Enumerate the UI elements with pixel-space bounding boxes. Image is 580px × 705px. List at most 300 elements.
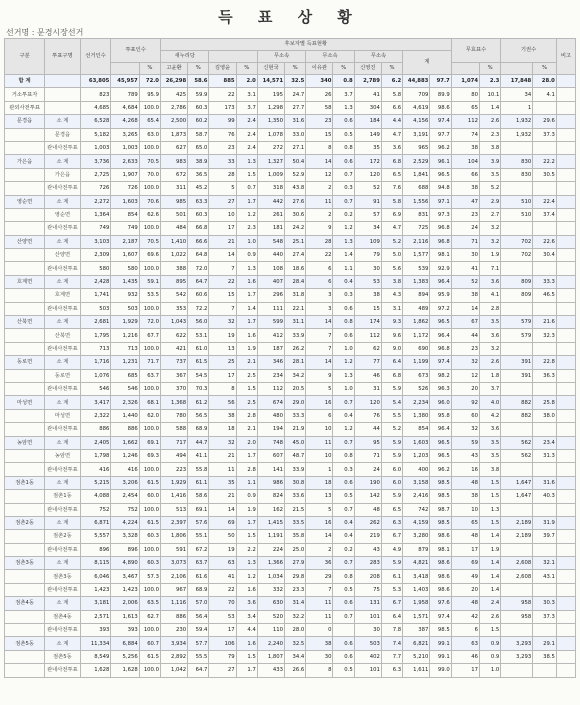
value-cell: 1,034 xyxy=(257,570,284,583)
value-cell: 31.4 xyxy=(285,597,306,610)
value-cell: 96.8 xyxy=(430,235,451,248)
value-cell: 33.6 xyxy=(285,490,306,503)
value-cell: 1.0 xyxy=(480,664,501,677)
value-cell: 32 xyxy=(451,356,479,369)
value-cell: 10 xyxy=(306,423,333,436)
value-cell: 6.3 xyxy=(381,664,402,677)
value-cell: 2,416 xyxy=(403,490,430,503)
value-cell: 2.8 xyxy=(236,463,257,476)
district-cell: 점촌4동 xyxy=(5,597,45,610)
value-cell: 21.6 xyxy=(533,316,557,329)
value-cell: 41 xyxy=(209,570,236,583)
value-cell: 1.2 xyxy=(236,570,257,583)
value-cell: 3.5 xyxy=(480,316,501,329)
table-row xyxy=(5,141,576,154)
value-cell: 3.1 xyxy=(381,302,402,315)
district-cell xyxy=(5,490,45,503)
value-cell: 71 xyxy=(451,235,479,248)
value-cell: 1,628 xyxy=(80,664,111,677)
value-cell: 47 xyxy=(451,195,479,208)
value-cell: 0.8 xyxy=(333,449,354,462)
value-cell: 16 xyxy=(451,463,479,476)
value-cell: 95.8 xyxy=(430,409,451,422)
value-cell: 70.0 xyxy=(139,168,160,181)
value-cell: 0.9 xyxy=(236,249,257,262)
value-cell: 120 xyxy=(354,396,381,409)
district-cell xyxy=(5,168,45,181)
value-cell: 96.1 xyxy=(430,155,451,168)
value-cell: 21.5 xyxy=(285,503,306,516)
value-cell: 48 xyxy=(451,597,479,610)
value-cell xyxy=(533,182,557,195)
value-cell: 1.4 xyxy=(480,583,501,596)
value-cell: 17 xyxy=(209,222,236,235)
value-cell: 63,805 xyxy=(80,75,111,88)
value-cell: 38.5 xyxy=(533,650,557,663)
value-cell: 579 xyxy=(501,316,533,329)
value-cell: 79 xyxy=(354,249,381,262)
value-cell: 9 xyxy=(306,222,333,235)
value-cell: 14 xyxy=(209,249,236,262)
table-row xyxy=(5,436,576,449)
value-cell: 142 xyxy=(354,490,381,503)
value-cell: 5.9 xyxy=(381,449,402,462)
value-cell: 262 xyxy=(354,516,381,529)
value-cell: 831 xyxy=(403,208,430,221)
value-cell: 1,368 xyxy=(160,396,187,409)
value-cell: 32.3 xyxy=(533,329,557,342)
value-cell: 59.4 xyxy=(188,624,209,637)
value-cell: 80 xyxy=(451,88,479,101)
value-cell: 29.6 xyxy=(533,115,557,128)
value-cell: 387 xyxy=(403,624,430,637)
district-cell: 관외사전투표 xyxy=(5,101,45,114)
value-cell: 76 xyxy=(209,128,236,141)
pct-header: % xyxy=(381,63,402,75)
value-cell: 98.7 xyxy=(430,503,451,516)
district-cell xyxy=(5,503,45,516)
value-cell: 1.5 xyxy=(480,516,501,529)
note-cell xyxy=(556,195,575,208)
value-cell: 33 xyxy=(209,155,236,168)
value-cell: 53 xyxy=(209,610,236,623)
value-cell: 104 xyxy=(451,155,479,168)
value-cell: 1,009 xyxy=(257,168,284,181)
value-cell: 440 xyxy=(257,249,284,262)
station-cell: 문경읍 xyxy=(45,128,80,141)
value-cell: 830 xyxy=(501,168,533,181)
value-cell: 30 xyxy=(451,249,479,262)
value-cell: 53 xyxy=(354,275,381,288)
district-cell xyxy=(5,449,45,462)
value-cell: 2.3 xyxy=(480,128,501,141)
value-cell: 1,613 xyxy=(111,610,139,623)
value-cell: 43.8 xyxy=(285,182,306,195)
table-row xyxy=(5,235,576,248)
value-cell: 15 xyxy=(209,289,236,302)
station-cell: 관내사전투표 xyxy=(45,624,80,637)
value-cell: 22.8 xyxy=(533,356,557,369)
station-cell: 소 계 xyxy=(45,155,80,168)
value-cell: 5 xyxy=(209,182,236,195)
table-row xyxy=(5,182,576,195)
value-cell: 224 xyxy=(257,543,284,556)
pct-header: % xyxy=(533,63,557,75)
value-cell: 30.5 xyxy=(533,168,557,181)
value-cell: 3,934 xyxy=(160,637,187,650)
value-cell: 1.5 xyxy=(236,168,257,181)
value-cell: 2,529 xyxy=(403,155,430,168)
value-cell xyxy=(501,262,533,275)
value-cell: 4,159 xyxy=(403,516,430,529)
note-cell xyxy=(556,369,575,382)
value-cell: 6 xyxy=(451,624,479,637)
value-cell xyxy=(501,222,533,235)
district-cell: 점촌3동 xyxy=(5,557,45,570)
value-cell: 36.5 xyxy=(188,168,209,181)
value-cell: 20 xyxy=(451,583,479,596)
value-cell: 2,405 xyxy=(80,436,111,449)
value-cell: 1,440 xyxy=(111,409,139,422)
value-cell: 31.9 xyxy=(533,516,557,529)
value-cell: 3,328 xyxy=(111,530,139,543)
value-cell: 131 xyxy=(354,597,381,610)
value-cell: 66 xyxy=(451,168,479,181)
value-cell: 1,416 xyxy=(160,490,187,503)
value-cell: 230 xyxy=(160,624,187,637)
table-row xyxy=(5,516,576,529)
value-cell: 1.3 xyxy=(333,235,354,248)
district-cell xyxy=(5,369,45,382)
value-cell: 4.0 xyxy=(480,396,501,409)
value-cell: 26,298 xyxy=(160,75,187,88)
value-cell: 2,892 xyxy=(160,650,187,663)
value-cell: 23 xyxy=(451,208,479,221)
district-cell: 거소투표자 xyxy=(5,88,45,101)
value-cell: 0.8 xyxy=(333,316,354,329)
table-row xyxy=(5,115,576,128)
value-cell xyxy=(501,583,533,596)
station-cell: 산양면 xyxy=(45,249,80,262)
note-cell xyxy=(556,543,575,556)
value-cell: 100.0 xyxy=(139,624,160,637)
value-cell: 30.6 xyxy=(285,208,306,221)
table-row xyxy=(5,329,576,342)
value-cell: 72.2 xyxy=(188,302,209,315)
value-cell: 60.3 xyxy=(139,557,160,570)
value-cell: 61.1 xyxy=(188,476,209,489)
value-cell: 1,958 xyxy=(403,597,430,610)
table-row xyxy=(5,342,576,355)
col-invalid: 무효표수 xyxy=(451,39,501,63)
value-cell: 789 xyxy=(111,88,139,101)
value-cell: 184 xyxy=(354,115,381,128)
cand-party xyxy=(209,51,257,63)
value-cell: 69.3 xyxy=(139,449,160,462)
value-cell: 3,418 xyxy=(403,570,430,583)
note-cell xyxy=(556,275,575,288)
value-cell: 120 xyxy=(354,168,381,181)
value-cell: 332 xyxy=(257,583,284,596)
district-cell: 합 계 xyxy=(5,75,45,88)
value-cell: 526 xyxy=(403,382,430,395)
value-cell: 1.9 xyxy=(236,342,257,355)
value-cell: 1.3 xyxy=(480,503,501,516)
value-cell: 65.4 xyxy=(139,115,160,128)
value-cell: 141 xyxy=(257,463,284,476)
value-cell: 1,415 xyxy=(257,516,284,529)
value-cell: 752 xyxy=(80,503,111,516)
value-cell: 15 xyxy=(354,302,381,315)
value-cell: 61.5 xyxy=(139,516,160,529)
note-cell xyxy=(556,436,575,449)
value-cell: 5.2 xyxy=(381,235,402,248)
station-cell: 동로면 xyxy=(45,369,80,382)
value-cell xyxy=(533,342,557,355)
value-cell: 98.6 xyxy=(430,557,451,570)
value-cell: 0.2 xyxy=(333,543,354,556)
table-row xyxy=(5,75,576,88)
value-cell: 34 xyxy=(501,88,533,101)
value-cell: 48 xyxy=(451,530,479,543)
value-cell: 5.6 xyxy=(381,262,402,275)
value-cell: 2.0 xyxy=(236,436,257,449)
value-cell: 896 xyxy=(80,543,111,556)
value-cell: 0.6 xyxy=(333,597,354,610)
value-cell: 5.9 xyxy=(381,490,402,503)
value-cell: 60.2 xyxy=(188,115,209,128)
value-cell xyxy=(333,624,354,637)
value-cell: 3.1 xyxy=(236,88,257,101)
station-cell: 마성면 xyxy=(45,409,80,422)
value-cell: 100.0 xyxy=(139,141,160,154)
value-cell: 66.6 xyxy=(188,235,209,248)
district-cell xyxy=(5,610,45,623)
value-cell: 1.3 xyxy=(236,155,257,168)
value-cell: 2,454 xyxy=(111,490,139,503)
value-cell: 520 xyxy=(257,610,284,623)
value-cell: 5,256 xyxy=(111,650,139,663)
value-cell: 195 xyxy=(257,88,284,101)
value-cell: 60.3 xyxy=(188,208,209,221)
note-cell xyxy=(556,249,575,262)
value-cell: 27.4 xyxy=(285,249,306,262)
value-cell: 69.1 xyxy=(139,436,160,449)
value-cell: 69.1 xyxy=(188,503,209,516)
value-cell: 6.0 xyxy=(381,476,402,489)
value-cell: 100.0 xyxy=(139,262,160,275)
value-cell: 3.8 xyxy=(381,275,402,288)
value-cell: 1.7 xyxy=(236,516,257,529)
table-row xyxy=(5,610,576,623)
value-cell: 3.5 xyxy=(480,449,501,462)
station-cell: 관내사전투표 xyxy=(45,503,80,516)
table-row xyxy=(5,262,576,275)
value-cell: 2.6 xyxy=(480,610,501,623)
value-cell: 22.4 xyxy=(533,195,557,208)
value-cell: 14,571 xyxy=(257,75,284,88)
value-cell: 503 xyxy=(111,302,139,315)
value-cell: 64.7 xyxy=(188,275,209,288)
value-cell: 2,272 xyxy=(80,195,111,208)
value-cell: 0.6 xyxy=(333,637,354,650)
value-cell: 97.7 xyxy=(430,128,451,141)
col-voters: 선거인수 xyxy=(80,39,111,75)
value-cell: 16 xyxy=(306,516,333,529)
value-cell: 2.1 xyxy=(236,356,257,369)
value-cell: 1,191 xyxy=(257,530,284,543)
value-cell: 9.0 xyxy=(381,342,402,355)
value-cell: 53.5 xyxy=(139,289,160,302)
value-cell: 1.6 xyxy=(236,583,257,596)
value-cell: 10 xyxy=(306,449,333,462)
value-cell: 19 xyxy=(209,543,236,556)
value-cell: 17,848 xyxy=(501,75,533,88)
value-cell: 0.8 xyxy=(333,141,354,154)
table-row xyxy=(5,557,576,570)
value-cell: 187 xyxy=(257,342,284,355)
value-cell: 41 xyxy=(354,88,381,101)
value-cell: 100.0 xyxy=(139,423,160,436)
value-cell: 3,158 xyxy=(403,476,430,489)
value-cell: 97.4 xyxy=(430,610,451,623)
value-cell: 3 xyxy=(306,302,333,315)
value-cell: 57.7 xyxy=(188,637,209,650)
note-cell xyxy=(556,128,575,141)
value-cell: 21 xyxy=(209,490,236,503)
value-cell: 23.4 xyxy=(533,436,557,449)
value-cell: 25 xyxy=(209,356,236,369)
value-cell: 6.5 xyxy=(381,168,402,181)
value-cell: 21.9 xyxy=(285,423,306,436)
district-cell xyxy=(5,382,45,395)
value-cell: 63.0 xyxy=(139,128,160,141)
table-row xyxy=(5,396,576,409)
value-cell: 1,841 xyxy=(403,168,430,181)
value-cell: 2.1 xyxy=(236,423,257,436)
value-cell: 2,681 xyxy=(80,316,111,329)
value-cell: 57.6 xyxy=(188,516,209,529)
value-cell: 3.6 xyxy=(480,329,501,342)
col-note: 비고 xyxy=(556,39,575,75)
note-cell xyxy=(556,235,575,248)
station-cell: 소 계 xyxy=(45,476,80,489)
value-cell: 7 xyxy=(306,583,333,596)
value-cell: 48 xyxy=(354,503,381,516)
value-cell: 98.5 xyxy=(430,490,451,503)
value-cell: 100.0 xyxy=(139,302,160,315)
value-cell: 1,907 xyxy=(111,168,139,181)
value-cell: 1.0 xyxy=(333,342,354,355)
value-cell: 23 xyxy=(306,115,333,128)
district-cell xyxy=(5,530,45,543)
value-cell: 7.4 xyxy=(381,637,402,650)
value-cell: 61.5 xyxy=(139,476,160,489)
value-cell: 1.5 xyxy=(480,476,501,489)
value-cell: 38 xyxy=(451,141,479,154)
value-cell: 1,078 xyxy=(257,128,284,141)
value-cell: 1,423 xyxy=(111,583,139,596)
district-cell xyxy=(5,664,45,677)
value-cell: 6.1 xyxy=(381,570,402,583)
value-cell: 12 xyxy=(306,168,333,181)
station-cell: 관내사전투표 xyxy=(45,583,80,596)
value-cell: 43 xyxy=(451,449,479,462)
table-row xyxy=(5,302,576,315)
value-cell: 72.0 xyxy=(188,262,209,275)
value-cell: 31.3 xyxy=(533,449,557,462)
value-cell: 58 xyxy=(306,101,333,114)
value-cell: 3.6 xyxy=(236,597,257,610)
value-cell: 0.8 xyxy=(333,75,354,88)
value-cell: 40.3 xyxy=(533,490,557,503)
value-cell: 31.6 xyxy=(285,115,306,128)
station-cell: 관내사전투표 xyxy=(45,342,80,355)
value-cell: 12 xyxy=(451,369,479,382)
value-cell: 55.8 xyxy=(188,463,209,476)
table-row xyxy=(5,155,576,168)
value-cell: 3,181 xyxy=(80,597,111,610)
value-cell: 580 xyxy=(111,262,139,275)
value-cell: 17 xyxy=(451,664,479,677)
value-cell: 412 xyxy=(257,329,284,342)
value-cell: 2,234 xyxy=(403,396,430,409)
value-cell: 57.0 xyxy=(188,597,209,610)
value-cell: 112 xyxy=(257,382,284,395)
note-cell xyxy=(556,570,575,583)
value-cell: 393 xyxy=(111,624,139,637)
value-cell: 98.5 xyxy=(430,516,451,529)
value-cell: 3.7 xyxy=(333,88,354,101)
value-cell: 311 xyxy=(160,182,187,195)
value-cell: 480 xyxy=(257,409,284,422)
value-cell: 1,003 xyxy=(111,141,139,154)
value-cell: 3.2 xyxy=(480,235,501,248)
value-cell: 2,240 xyxy=(257,637,284,650)
value-cell: 6.4 xyxy=(381,356,402,369)
value-cell: 1.4 xyxy=(333,249,354,262)
value-cell: 71.7 xyxy=(139,356,160,369)
value-cell: 1,435 xyxy=(111,275,139,288)
value-cell: 0.9 xyxy=(480,650,501,663)
value-cell: 6.3 xyxy=(381,516,402,529)
value-cell: 0.7 xyxy=(333,557,354,570)
value-cell: 4.1 xyxy=(533,88,557,101)
value-cell: 97.4 xyxy=(430,115,451,128)
district-cell xyxy=(5,409,45,422)
value-cell xyxy=(501,182,533,195)
value-cell: 46.5 xyxy=(533,289,557,302)
value-cell: 58.6 xyxy=(188,490,209,503)
value-cell: 1.9 xyxy=(480,249,501,262)
station-cell: 농암면 xyxy=(45,449,80,462)
value-cell: 1.6 xyxy=(236,637,257,650)
value-cell: 100.0 xyxy=(139,222,160,235)
value-cell: 7.7 xyxy=(381,650,402,663)
value-cell: 1.2 xyxy=(333,222,354,235)
value-cell: 1.4 xyxy=(480,101,501,114)
value-cell: 92.9 xyxy=(430,262,451,275)
value-cell: 407 xyxy=(257,275,284,288)
value-cell: 181 xyxy=(257,222,284,235)
value-cell: 1,577 xyxy=(403,249,430,262)
value-cell: 62.0 xyxy=(139,409,160,422)
value-cell: 31.8 xyxy=(285,289,306,302)
value-cell: 96.0 xyxy=(430,396,451,409)
value-cell: 3.8 xyxy=(480,141,501,154)
district-cell xyxy=(5,650,45,663)
value-cell: 882 xyxy=(501,396,533,409)
